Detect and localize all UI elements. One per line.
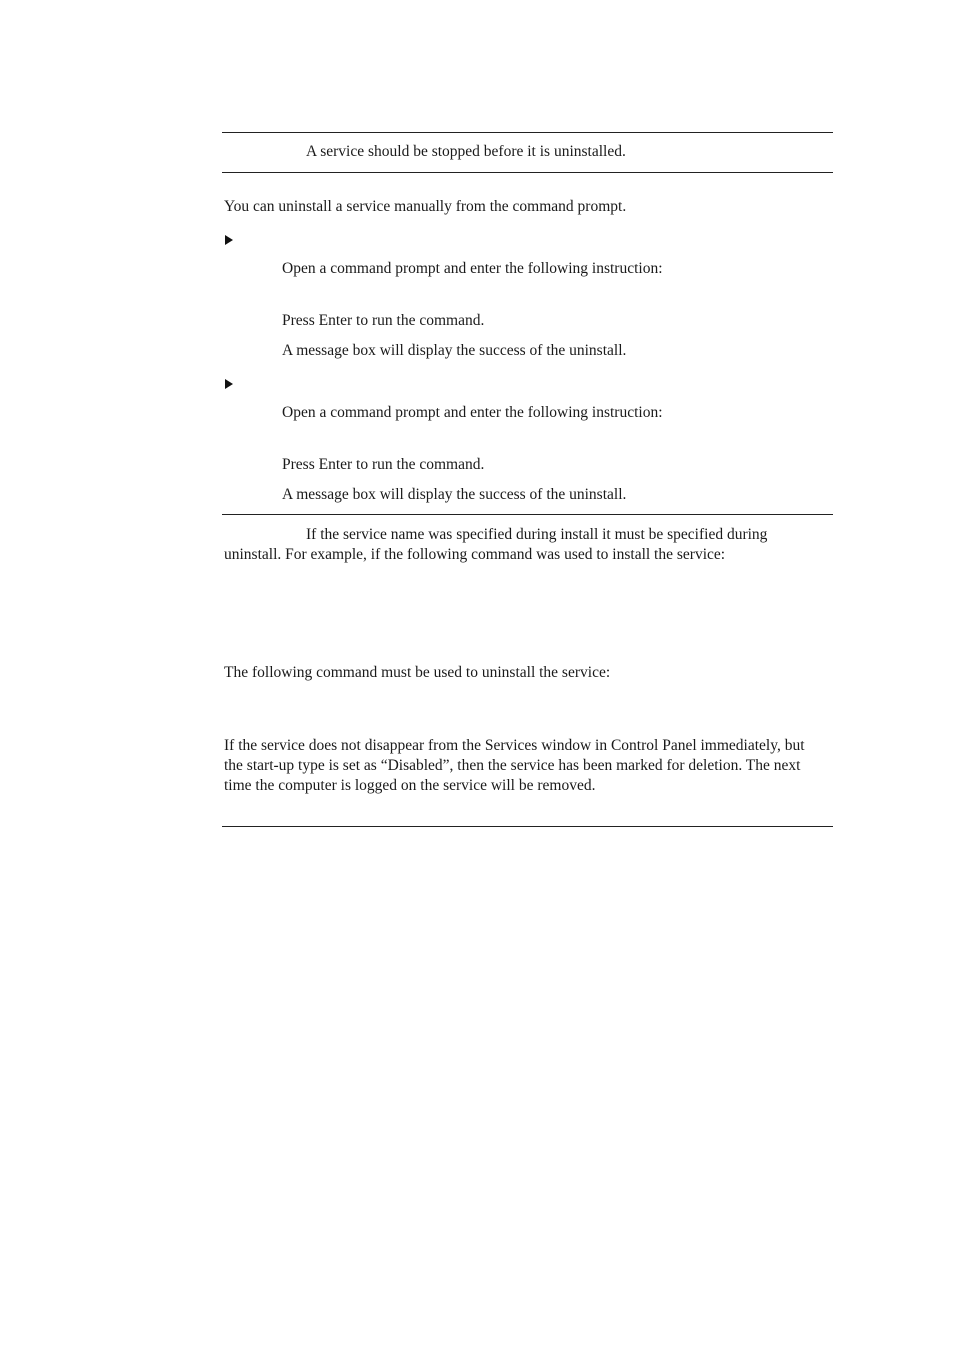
note-bottom-paragraph-3: If the service does not disappear from the Services window in Control Panel immediately, but the start-up type is set as “Disabled”, then the service has been marked for deletion. The next time the computer is logged on the service will be removed. xyxy=(224,737,805,794)
note-top-text: A service should be stopped before it is uninstalled. xyxy=(306,143,626,160)
note-bottom-paragraph-1: If the service name was specified during install it must be specified during uninstall. For example, if the following command was used to install the service: xyxy=(224,526,768,563)
procedure-1-arrow-icon xyxy=(225,235,233,245)
intro-paragraph: You can uninstall a service manually from the command prompt. xyxy=(224,198,627,215)
note-bottom-rule-upper xyxy=(222,514,833,515)
note-bottom-paragraph-2: The following command must be used to uninstall the service: xyxy=(224,664,611,681)
procedure-2-arrow-icon xyxy=(225,379,233,389)
procedure-2-step-1: Open a command prompt and enter the following instruction: xyxy=(282,404,663,421)
procedure-1-step-2: Press Enter to run the command. xyxy=(282,312,485,329)
procedure-1-step-1: Open a command prompt and enter the following instruction: xyxy=(282,260,663,277)
note-bottom-rule-lower xyxy=(222,826,833,827)
note-top-rule-upper xyxy=(222,132,833,133)
note-top-rule-lower xyxy=(222,172,833,173)
procedure-2-step-3: A message box will display the success of the uninstall. xyxy=(282,486,627,503)
procedure-1-step-3: A message box will display the success of the uninstall. xyxy=(282,342,627,359)
procedure-2-step-2: Press Enter to run the command. xyxy=(282,456,485,473)
